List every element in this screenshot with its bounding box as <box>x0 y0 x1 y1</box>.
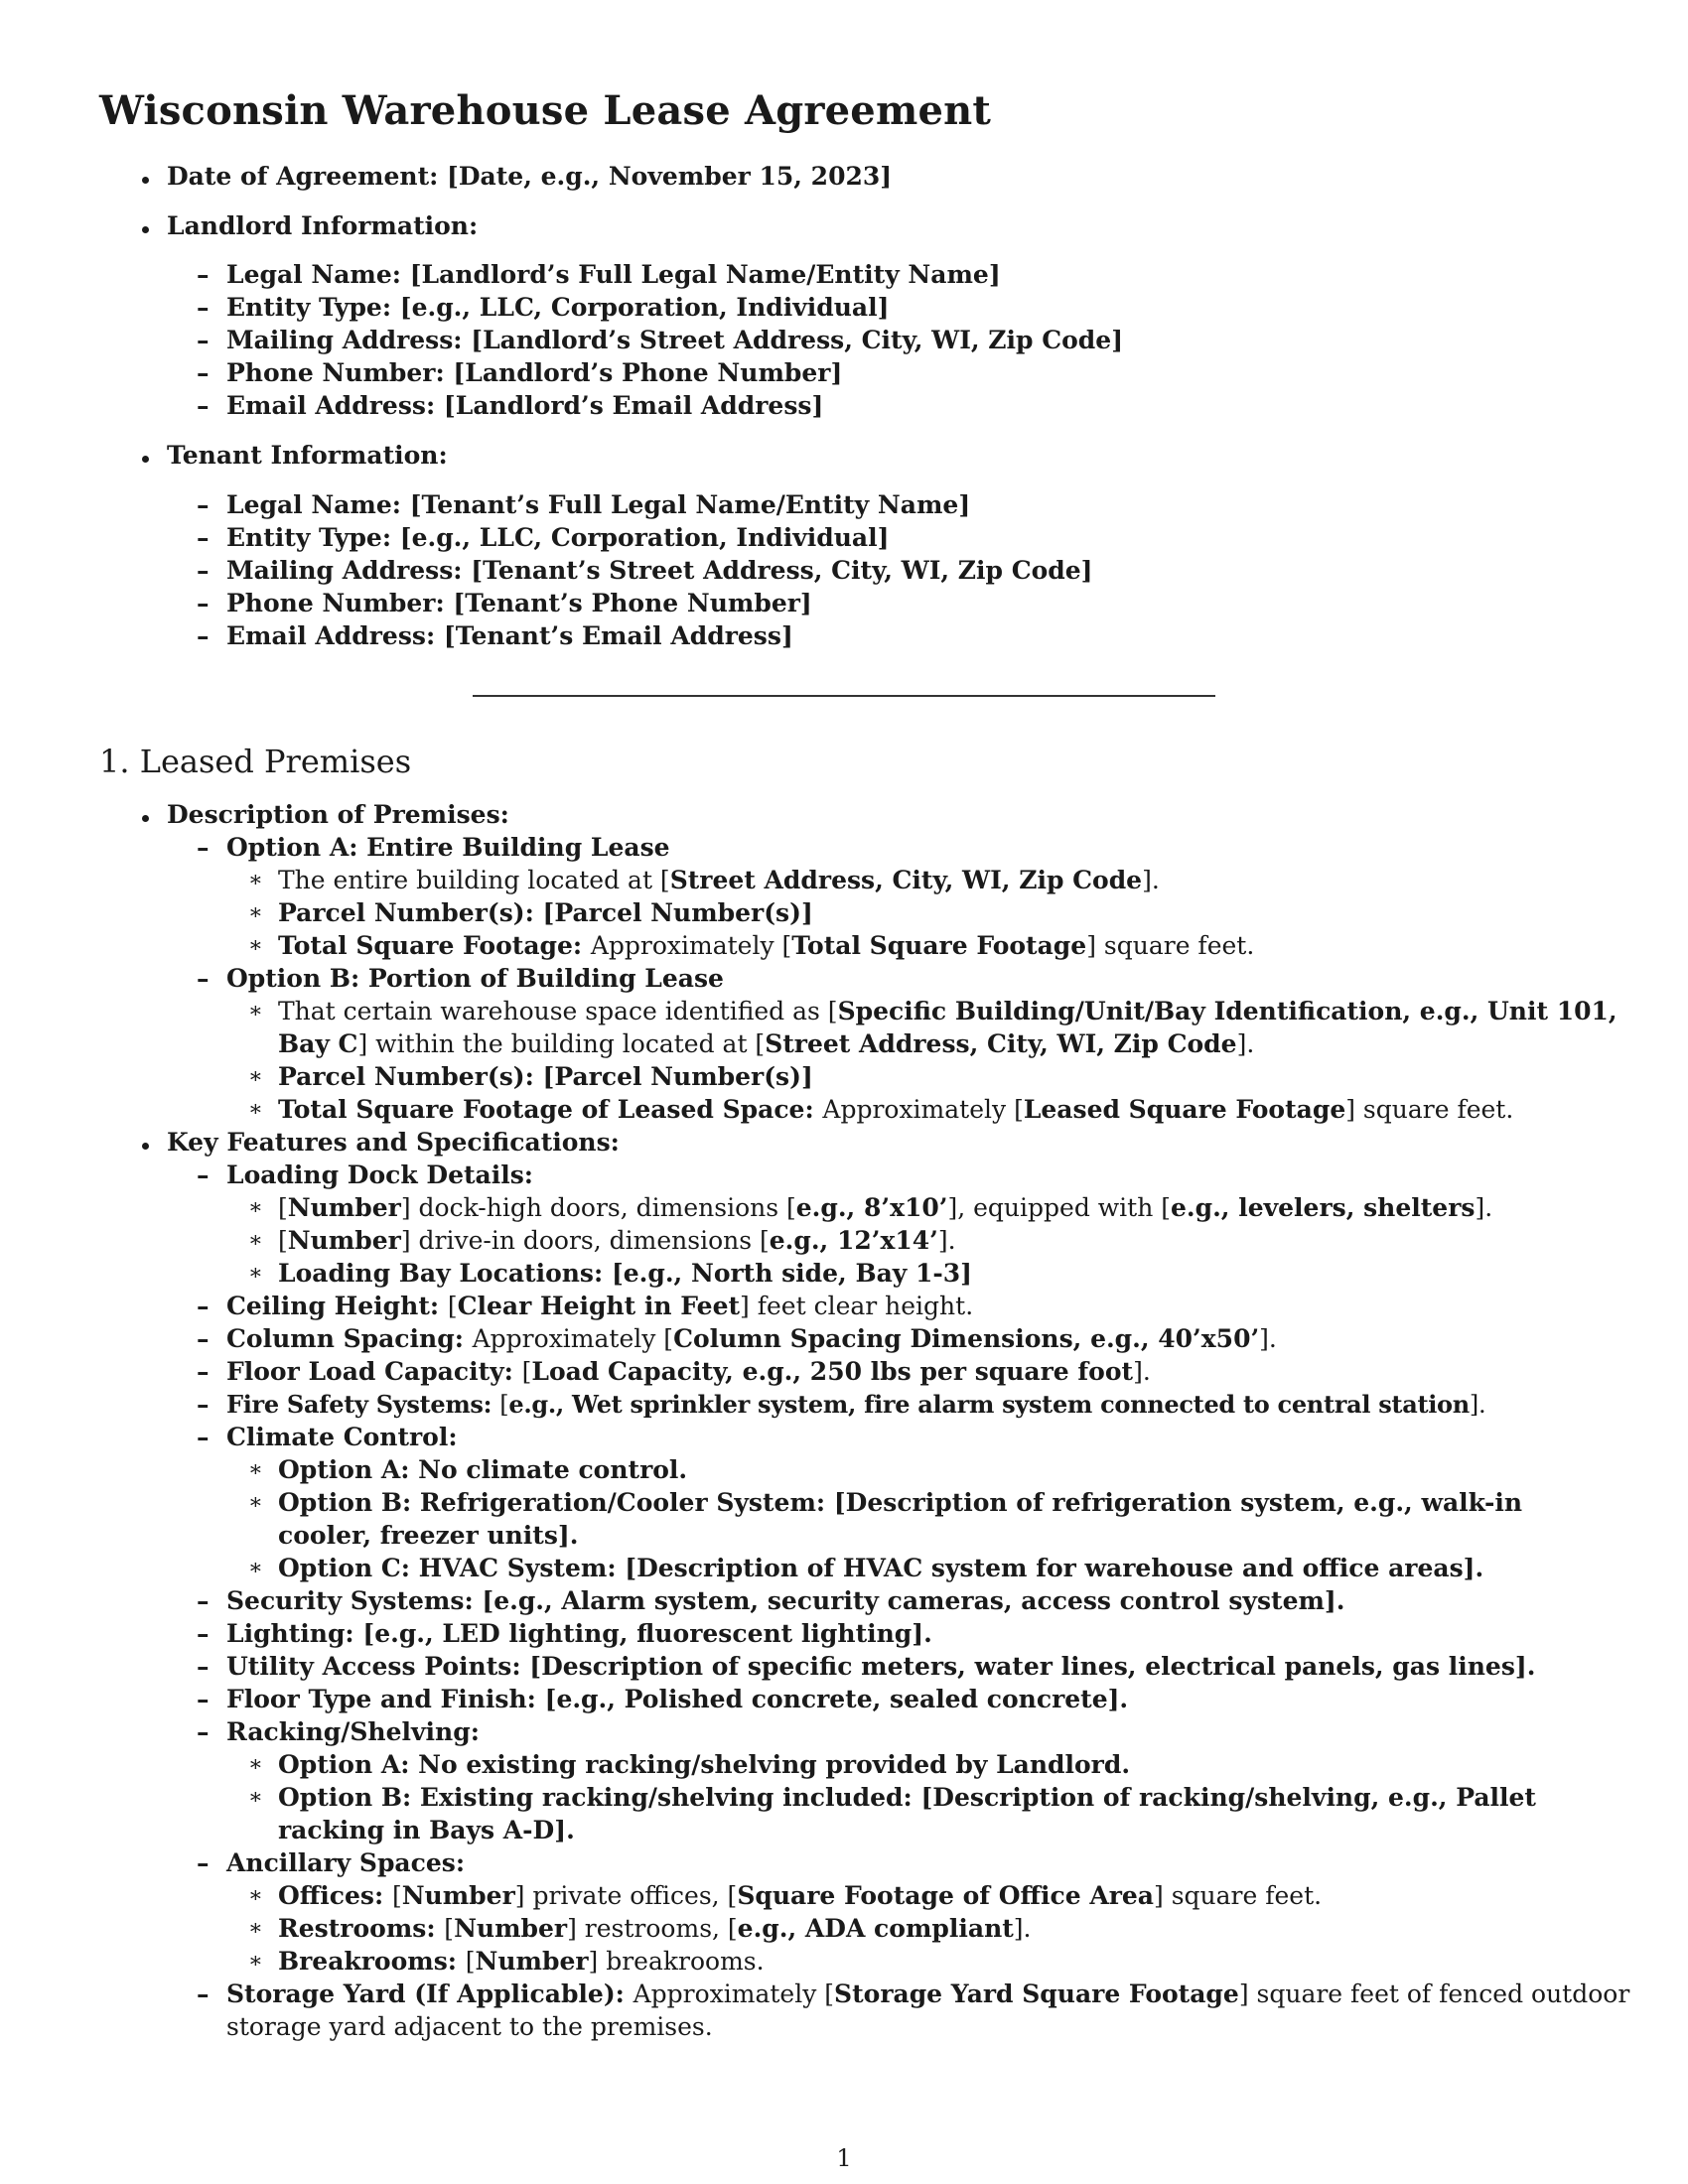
dash-icon: – <box>197 1619 210 1648</box>
storage-yard-line-cont: storage yard adjacent to the premises. <box>226 2012 713 2041</box>
asterisk-icon: ∗ <box>248 1195 263 1220</box>
dash-icon: – <box>197 1848 210 1877</box>
breakrooms-line: Breakrooms: [Number] breakrooms. <box>278 1947 765 1976</box>
asterisk-icon: ∗ <box>248 1457 263 1482</box>
option-a-heading: Option A: Entire Building Lease <box>226 833 670 862</box>
climate-option-c: Option C: HVAC System: [Description of HVAC system for warehouse and office areas]. <box>278 1554 1484 1582</box>
bullet-icon <box>142 177 149 184</box>
landlord-phone: Phone Number: [Landlord’s Phone Number] <box>226 358 843 387</box>
drive-in-doors-line: [Number] drive-in doors, dimensions [e.g., 12’x14’]. <box>278 1226 956 1255</box>
loading-bay-line: Loading Bay Locations: [e.g., North side, Bay 1-3] <box>278 1259 973 1288</box>
dash-icon: – <box>197 391 210 420</box>
climate-option-b-cont: cooler, freezer units]. <box>278 1521 579 1550</box>
dash-icon: – <box>197 589 210 617</box>
tenant-entity-type: Entity Type: [e.g., LLC, Corporation, Individual] <box>226 523 890 552</box>
fire-safety-line: Fire Safety Systems: [e.g., Wet sprinkler system, fire alarm system connected to central station]. <box>226 1390 1486 1419</box>
tenant-mailing-address: Mailing Address: [Tenant’s Street Address, City, WI, Zip Code] <box>226 556 1093 585</box>
date-of-agreement: Date of Agreement: [Date, e.g., November 15, 2023] <box>167 162 893 191</box>
column-spacing-line: Column Spacing: Approximately [Column Spacing Dimensions, e.g., 40’x50’]. <box>226 1324 1277 1353</box>
dash-icon: – <box>197 1423 210 1451</box>
dash-icon: – <box>197 293 210 322</box>
asterisk-icon: ∗ <box>248 1785 263 1810</box>
dash-icon: – <box>197 1390 210 1419</box>
dash-icon: – <box>197 358 210 387</box>
restrooms-line: Restrooms: [Number] restrooms, [e.g., ADA compliant]. <box>278 1914 1032 1943</box>
dash-icon: – <box>197 1717 210 1746</box>
option-a-parcel-line: Parcel Number(s): [Parcel Number(s)] <box>278 898 813 927</box>
dash-icon: – <box>197 326 210 354</box>
racking-option-a: Option A: No existing racking/shelving provided by Landlord. <box>278 1750 1131 1779</box>
asterisk-icon: ∗ <box>248 1228 263 1253</box>
horizontal-rule <box>473 695 1215 697</box>
asterisk-icon: ∗ <box>248 1064 263 1089</box>
tenant-legal-name: Legal Name: [Tenant’s Full Legal Name/Entity Name] <box>226 490 971 519</box>
asterisk-icon: ∗ <box>248 1261 263 1286</box>
dash-icon: – <box>197 523 210 552</box>
dash-icon: – <box>197 1357 210 1386</box>
climate-option-b: Option B: Refrigeration/Cooler System: [Description of refrigeration system, e.g., walk-in <box>278 1488 1523 1517</box>
bullet-icon <box>142 456 149 463</box>
climate-control-heading: Climate Control: <box>226 1423 458 1451</box>
document-title: Wisconsin Warehouse Lease Agreement <box>99 87 992 134</box>
option-b-space-line: That certain warehouse space identified as [Specific Building/Unit/Bay Identification, e.g., Unit 101, <box>278 997 1618 1025</box>
dash-icon: – <box>197 1979 210 2008</box>
dash-icon: – <box>197 1324 210 1353</box>
landlord-legal-name: Legal Name: [Landlord’s Full Legal Name/Entity Name] <box>226 260 1001 289</box>
climate-option-a: Option A: No climate control. <box>278 1455 688 1484</box>
bullet-icon <box>142 226 149 233</box>
tenant-phone: Phone Number: [Tenant’s Phone Number] <box>226 589 812 617</box>
dash-icon: – <box>197 833 210 862</box>
dash-icon: – <box>197 490 210 519</box>
asterisk-icon: ∗ <box>248 868 263 892</box>
asterisk-icon: ∗ <box>248 1490 263 1515</box>
asterisk-icon: ∗ <box>248 1916 263 1941</box>
tenant-heading: Tenant Information: <box>167 441 448 470</box>
dash-icon: – <box>197 556 210 585</box>
page-number: 1 <box>836 2144 852 2172</box>
section-heading-leased-premises: 1. Leased Premises <box>99 743 412 780</box>
racking-option-b-cont: racking in Bays A-D]. <box>278 1816 575 1844</box>
landlord-mailing-address: Mailing Address: [Landlord’s Street Address, City, WI, Zip Code] <box>226 326 1124 354</box>
loading-dock-heading: Loading Dock Details: <box>226 1160 534 1189</box>
asterisk-icon: ∗ <box>248 1883 263 1908</box>
asterisk-icon: ∗ <box>248 900 263 925</box>
option-a-footage-line: Total Square Footage: Approximately [Total Square Footage] square feet. <box>278 931 1255 960</box>
landlord-entity-type: Entity Type: [e.g., LLC, Corporation, Individual] <box>226 293 890 322</box>
option-b-parcel-line: Parcel Number(s): [Parcel Number(s)] <box>278 1062 813 1091</box>
dash-icon: – <box>197 621 210 650</box>
asterisk-icon: ∗ <box>248 1949 263 1974</box>
offices-line: Offices: [Number] private offices, [Square Footage of Office Area] square feet. <box>278 1881 1323 1910</box>
dash-icon: – <box>197 1160 210 1189</box>
ancillary-heading: Ancillary Spaces: <box>226 1848 466 1877</box>
bullet-icon <box>142 815 149 822</box>
option-b-space-line-cont: Bay C] within the building located at [Street Address, City, WI, Zip Code]. <box>278 1029 1255 1058</box>
dock-high-doors-line: [Number] dock-high doors, dimensions [e.g., 8’x10’], equipped with [e.g., levelers, shelters]. <box>278 1193 1493 1222</box>
dash-icon: – <box>197 1685 210 1713</box>
bullet-icon <box>142 1143 149 1150</box>
dash-icon: – <box>197 1292 210 1320</box>
floor-load-line: Floor Load Capacity: [Load Capacity, e.g., 250 lbs per square foot]. <box>226 1357 1151 1386</box>
racking-option-b: Option B: Existing racking/shelving included: [Description of racking/shelving, e.g., Pallet <box>278 1783 1536 1812</box>
ceiling-height-line: Ceiling Height: [Clear Height in Feet] feet clear height. <box>226 1292 974 1320</box>
dash-icon: – <box>197 1652 210 1681</box>
description-heading: Description of Premises: <box>167 800 509 829</box>
asterisk-icon: ∗ <box>248 1752 263 1777</box>
asterisk-icon: ∗ <box>248 1556 263 1580</box>
asterisk-icon: ∗ <box>248 1097 263 1122</box>
asterisk-icon: ∗ <box>248 999 263 1024</box>
dash-icon: – <box>197 1586 210 1615</box>
tenant-email: Email Address: [Tenant’s Email Address] <box>226 621 793 650</box>
features-heading: Key Features and Specifications: <box>167 1128 620 1157</box>
option-b-footage-line: Total Square Footage of Leased Space: Approximately [Leased Square Footage] square feet. <box>278 1095 1514 1124</box>
landlord-email: Email Address: [Landlord’s Email Address] <box>226 391 824 420</box>
landlord-heading: Landlord Information: <box>167 211 479 240</box>
option-a-building-line: The entire building located at [Street Address, City, WI, Zip Code]. <box>278 866 1160 894</box>
dash-icon: – <box>197 260 210 289</box>
storage-yard-line: Storage Yard (If Applicable): Approximately [Storage Yard Square Footage] square feet of fenced outdoor <box>226 1979 1630 2008</box>
asterisk-icon: ∗ <box>248 933 263 958</box>
lighting-line: Lighting: [e.g., LED lighting, fluorescent lighting]. <box>226 1619 932 1648</box>
utility-access-line: Utility Access Points: [Description of specific meters, water lines, electrical panels, gas lines]. <box>226 1652 1536 1681</box>
floor-type-line: Floor Type and Finish: [e.g., Polished concrete, sealed concrete]. <box>226 1685 1129 1713</box>
option-b-heading: Option B: Portion of Building Lease <box>226 964 724 993</box>
racking-heading: Racking/Shelving: <box>226 1717 480 1746</box>
security-systems-line: Security Systems: [e.g., Alarm system, security cameras, access control system]. <box>226 1586 1345 1615</box>
dash-icon: – <box>197 964 210 993</box>
